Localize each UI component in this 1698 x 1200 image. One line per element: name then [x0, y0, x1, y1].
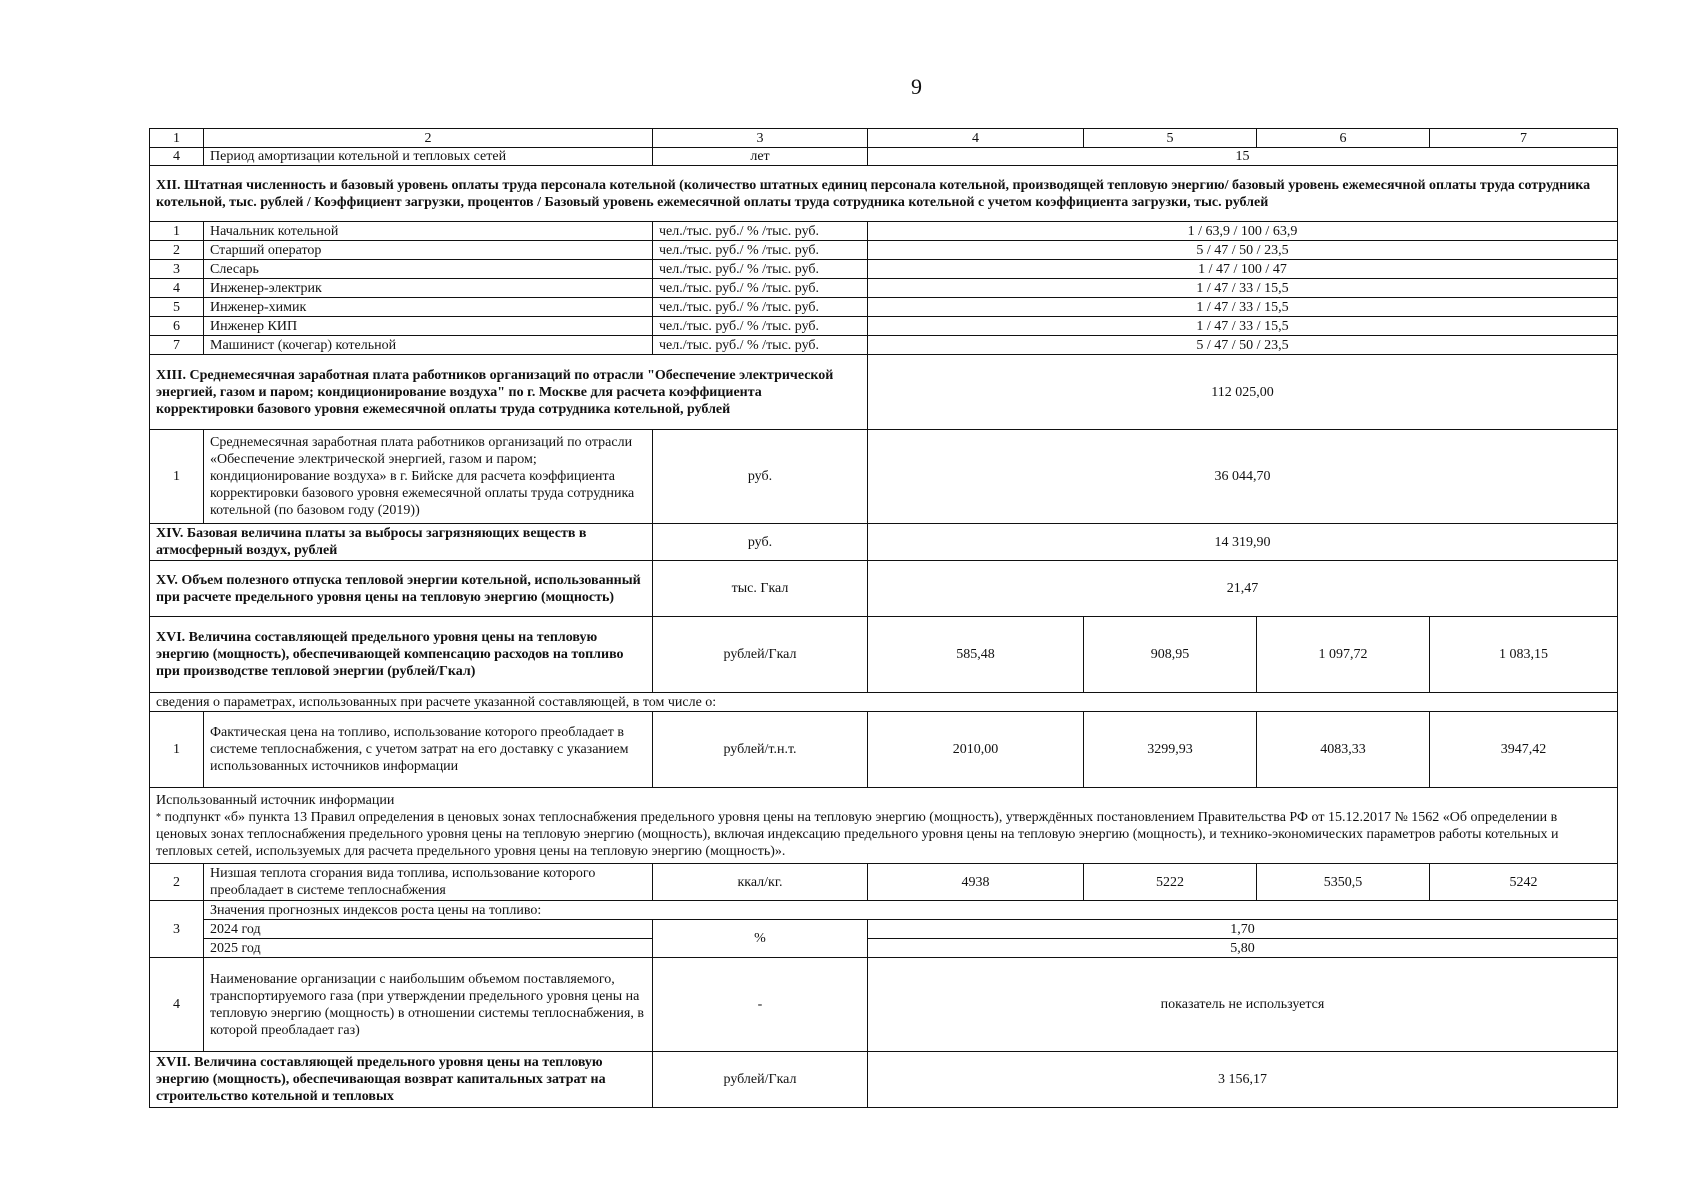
- row-number: 2: [150, 241, 204, 260]
- row-value: 15: [868, 148, 1618, 166]
- section-13-title: XIII. Среднемесячная заработная плата работников организаций по отрасли "Обеспечение электрической энергией, газом и паром; кондиционирование воздуха" по г. Москве для расчета коэффициента корректировки базового уровня ежемесячной оплаты труда сотрудника котельной, рублей: [150, 355, 868, 430]
- row-value: 2010,00: [868, 712, 1084, 788]
- column-header: 3: [653, 129, 868, 148]
- row-number: 1: [150, 430, 204, 524]
- row-value: 1 / 47 / 33 / 15,5: [868, 279, 1618, 298]
- table-row: [150, 336, 1618, 355]
- row-value: показатель не используется: [868, 958, 1618, 1052]
- row-number: 5: [150, 298, 204, 317]
- table-row: [150, 958, 1618, 1052]
- table-row: [150, 241, 1618, 260]
- row-label: Инженер-химик: [204, 298, 653, 317]
- row-value: 908,95: [1084, 617, 1257, 693]
- column-header: 5: [1084, 129, 1257, 148]
- row-value: 1 / 47 / 100 / 47: [868, 260, 1618, 279]
- row-number: 2: [150, 864, 204, 901]
- section-14-title: XIV. Базовая величина платы за выбросы загрязняющих веществ в атмосферный воздух, рублей: [150, 524, 653, 561]
- tariff-table: [149, 128, 1618, 1108]
- table-row: [150, 222, 1618, 241]
- table-row: [150, 148, 1618, 166]
- row-unit: чел./тыс. руб./ % /тыс. руб.: [653, 298, 868, 317]
- row-value: 5242: [1430, 864, 1618, 901]
- row-label: Старший оператор: [204, 241, 653, 260]
- footnote-mark: *: [156, 811, 161, 823]
- row-number: 3: [150, 901, 204, 958]
- section-row: [150, 166, 1618, 222]
- source-row: [150, 788, 1618, 864]
- table-row: [150, 279, 1618, 298]
- row-number: 7: [150, 336, 204, 355]
- row-label: Низшая теплота сгорания вида топлива, использование которого преобладает в системе теплоснабжения: [204, 864, 653, 901]
- row-label: Наименование организации с наибольшим объемом поставляемого, транспортируемого газа (при утверждении предельного уровня цены на тепловую энергию (мощность) в отношении системы теплоснабжения, в которой преобладает газ): [204, 958, 653, 1052]
- row-unit: %: [653, 920, 868, 958]
- row-value: 1,70: [868, 920, 1618, 939]
- row-value: 3947,42: [1430, 712, 1618, 788]
- row-unit: лет: [653, 148, 868, 166]
- row-unit: чел./тыс. руб./ % /тыс. руб.: [653, 260, 868, 279]
- row-value: 5,80: [868, 939, 1618, 958]
- section-row: [150, 1052, 1618, 1108]
- table-row: [150, 298, 1618, 317]
- section-row: [150, 617, 1618, 693]
- column-header: 6: [1257, 129, 1430, 148]
- row-label: Машинист (кочегар) котельной: [204, 336, 653, 355]
- column-header: 4: [868, 129, 1084, 148]
- row-number: 4: [150, 958, 204, 1052]
- table-row: [150, 901, 1618, 920]
- section-row: [150, 561, 1618, 617]
- table-row: [150, 430, 1618, 524]
- source-title: Использованный источник информации: [156, 792, 395, 808]
- table-row: [150, 939, 1618, 958]
- row-unit: тыс. Гкал: [653, 561, 868, 617]
- row-label: Начальник котельной: [204, 222, 653, 241]
- row-unit: чел./тыс. руб./ % /тыс. руб.: [653, 279, 868, 298]
- page-number: 9: [911, 74, 922, 99]
- row-value: 5 / 47 / 50 / 23,5: [868, 241, 1618, 260]
- header-row: [150, 129, 1618, 148]
- row-value: 1 / 47 / 33 / 15,5: [868, 317, 1618, 336]
- row-unit: рублей/т.н.т.: [653, 712, 868, 788]
- section-12-title: XII. Штатная численность и базовый уровень оплаты труда персонала котельной (количество штатных единиц персонала котельной, производящей тепловую энергию/ базовый уровень ежемесячной оплаты труда сотрудника котельной, тыс. рублей / Коэффициент загрузки, процентов / Базовый уровень ежемесячной оплаты труда сотрудника котельной с учетом коэффициента загрузки, тыс. рублей: [150, 166, 1618, 222]
- row-number: 1: [150, 222, 204, 241]
- row-label: Среднемесячная заработная плата работников организаций по отрасли «Обеспечение электрической энергией, газом и паром; кондиционирование воздуха» в г. Бийске для расчета коэффициента корректировки базового уровня ежемесячной оплаты труда сотрудника котельной (по базовом году (2019)): [204, 430, 653, 524]
- row-value: 585,48: [868, 617, 1084, 693]
- row-number: 1: [150, 712, 204, 788]
- table-row: [150, 712, 1618, 788]
- row-value: 5 / 47 / 50 / 23,5: [868, 336, 1618, 355]
- row-value: 1 / 63,9 / 100 / 63,9: [868, 222, 1618, 241]
- row-value: 1 083,15: [1430, 617, 1618, 693]
- section-15-title: XV. Объем полезного отпуска тепловой энергии котельной, использованный при расчете предельного уровня цены на тепловую энергию (мощность): [150, 561, 653, 617]
- row-number: 6: [150, 317, 204, 336]
- table-row: [150, 864, 1618, 901]
- section-17-title: XVII. Величина составляющей предельного уровня цены на тепловую энергию (мощность), обеспечивающая возврат капитальных затрат на строительство котельной и тепловых: [150, 1052, 653, 1108]
- row-label: Значения прогнозных индексов роста цены на топливо:: [204, 901, 1618, 920]
- row-value: 3299,93: [1084, 712, 1257, 788]
- column-header: 2: [204, 129, 653, 148]
- row-value: 4083,33: [1257, 712, 1430, 788]
- row-unit: руб.: [653, 430, 868, 524]
- row-value: 36 044,70: [868, 430, 1618, 524]
- row-label: Инженер КИП: [204, 317, 653, 336]
- table-row: [150, 317, 1618, 336]
- section-row: [150, 524, 1618, 561]
- row-label: 2025 год: [204, 939, 653, 958]
- row-label: Слесарь: [204, 260, 653, 279]
- row-value: 21,47: [868, 561, 1618, 617]
- row-unit: чел./тыс. руб./ % /тыс. руб.: [653, 222, 868, 241]
- row-value: 5222: [1084, 864, 1257, 901]
- row-unit: чел./тыс. руб./ % /тыс. руб.: [653, 317, 868, 336]
- section-row: [150, 355, 1618, 430]
- row-value: 14 319,90: [868, 524, 1618, 561]
- row-unit: рублей/Гкал: [653, 1052, 868, 1108]
- row-unit: ккал/кг.: [653, 864, 868, 901]
- source-text-block: [156, 809, 1611, 860]
- column-header: 1: [150, 129, 204, 148]
- source-text: подпункт «б» пункта 13 Правил определения в ценовых зонах теплоснабжения предельного уровня цены на тепловую энергию (мощность), утверждённых постановлением Правительства РФ от 15.12.2017 № 1562 «Об определении в ценовых зонах теплоснабжения предельного уровня цены на тепловую энергию (мощность), включая индексацию предельного уровня цены на тепловую энергию (мощность), и технико-экономических параметров работы котельных и тепловых сетей, используемых для расчета предельного уровня цены на тепловую энергию (мощность)».: [156, 809, 1559, 859]
- section-16-info: сведения о параметрах, использованных при расчете указанной составляющей, в том числе о:: [150, 693, 1618, 712]
- row-number: 4: [150, 148, 204, 166]
- column-header: 7: [1430, 129, 1618, 148]
- row-value: 4938: [868, 864, 1084, 901]
- table-row: [150, 920, 1618, 939]
- row-label: Период амортизации котельной и тепловых сетей: [204, 148, 653, 166]
- row-label: 2024 год: [204, 920, 653, 939]
- row-unit: рублей/Гкал: [653, 617, 868, 693]
- row-unit: руб.: [653, 524, 868, 561]
- row-value: 3 156,17: [868, 1052, 1618, 1108]
- row-value: 1 / 47 / 33 / 15,5: [868, 298, 1618, 317]
- source-info: [150, 788, 1618, 864]
- row-label: Инженер-электрик: [204, 279, 653, 298]
- row-label: Фактическая цена на топливо, использование которого преобладает в системе теплоснабжения, с учетом затрат на его доставку с указанием использованных источников информации: [204, 712, 653, 788]
- table-row: [150, 260, 1618, 279]
- row-value: 5350,5: [1257, 864, 1430, 901]
- row-value: 1 097,72: [1257, 617, 1430, 693]
- section-16-title: XVI. Величина составляющей предельного уровня цены на тепловую энергию (мощность), обеспечивающей компенсацию расходов на топливо при производстве тепловой энергии (рублей/Гкал): [150, 617, 653, 693]
- row-unit: чел./тыс. руб./ % /тыс. руб.: [653, 241, 868, 260]
- row-unit: -: [653, 958, 868, 1052]
- info-row: [150, 693, 1618, 712]
- row-number: 4: [150, 279, 204, 298]
- row-value: 112 025,00: [868, 355, 1618, 430]
- row-number: 3: [150, 260, 204, 279]
- row-unit: чел./тыс. руб./ % /тыс. руб.: [653, 336, 868, 355]
